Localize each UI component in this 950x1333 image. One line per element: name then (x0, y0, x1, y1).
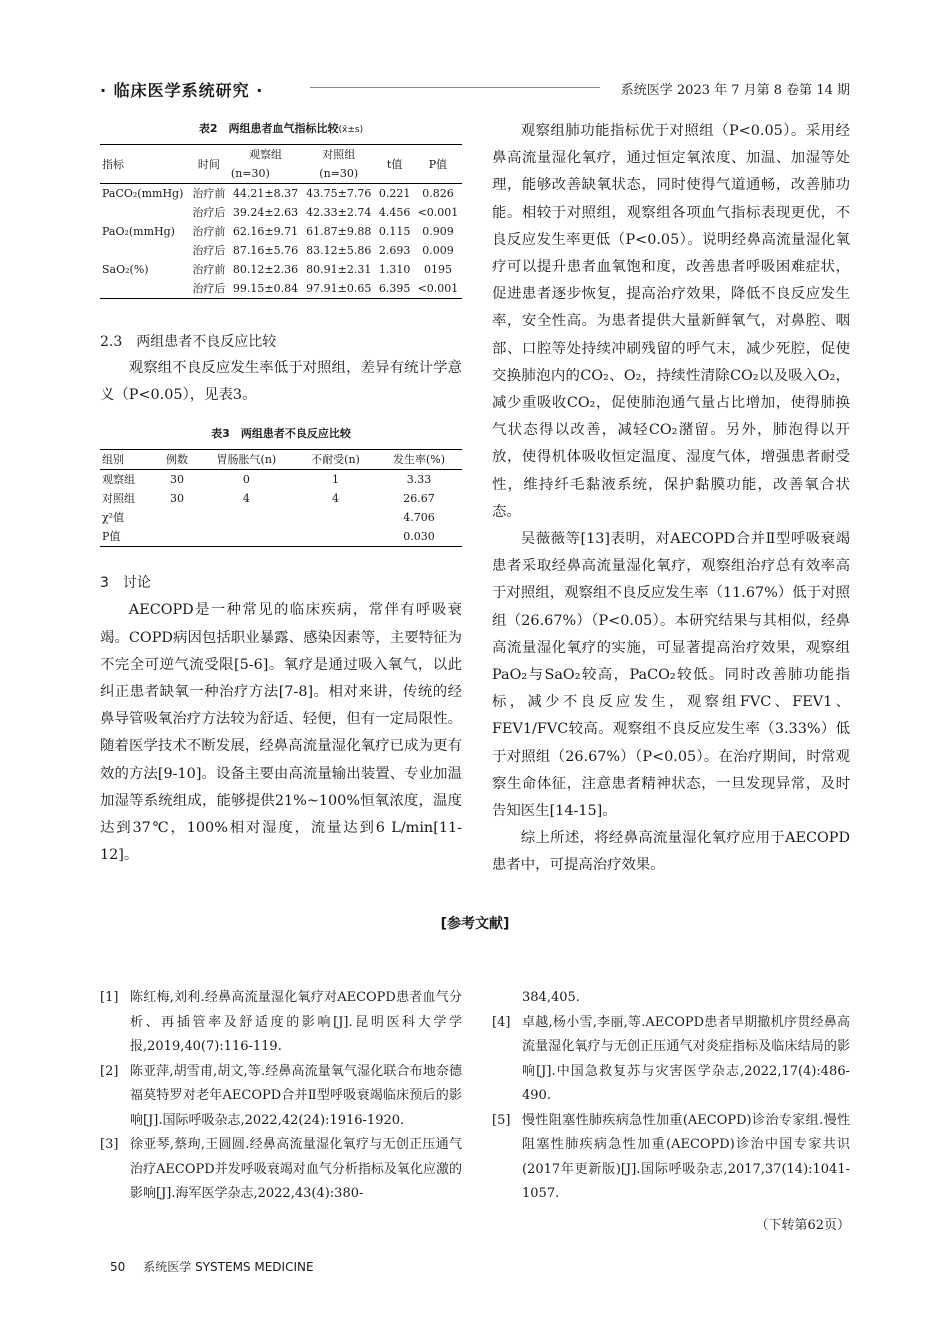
table-row (100, 508, 462, 527)
table-cell: 4 (242, 492, 250, 506)
table-row (100, 184, 462, 204)
table2-header: (n=30) (319, 167, 359, 180)
table-cell: 44.21±8.37 (232, 187, 299, 200)
table-cell (156, 508, 197, 527)
table-cell: 对照组 (102, 492, 135, 506)
table-cell: 治疗后 (192, 206, 226, 219)
table-cell (295, 527, 376, 547)
table-cell (198, 527, 295, 547)
table-cell: 4.706 (403, 511, 435, 525)
page-number: 50 (110, 1260, 126, 1274)
table2-header: 时间 (197, 157, 220, 171)
table-cell: 治疗后 (192, 244, 226, 257)
table3 (100, 449, 462, 547)
table-cell: 1.310 (378, 263, 411, 276)
table-cell (156, 527, 197, 547)
table-cell: 观察组 (102, 473, 135, 487)
table-cell: 0.826 (422, 187, 454, 200)
table-cell: 39.24±2.63 (232, 206, 299, 219)
table-cell: 0.909 (422, 225, 454, 238)
reference-text: 卓越,杨小雪,李丽,等.AECOPD患者早期撤机序贯经鼻高流量湿化氧疗与无创正压通气对炎症指标及临床结局的影响[J].中国急救复苏与灾害医学杂志,2022,17(4):486-490. (522, 1014, 850, 1103)
table2-header: 指标 (102, 157, 124, 171)
table-row (100, 203, 462, 222)
section-3-paragraph: AECOPD是一种常见的临床疾病，常伴有呼吸衰竭。COPD病因包括职业暴露、感染因素等，主要特征为不完全可逆气流受限[5-6]。氧疗是通过吸入氧气，以此纠正患者缺氧一种治疗方法[7-8]。相对来讲，传统的经鼻导管吸氧治疗方法较为舒适、轻便，但有一定局限性。随着医学技术不断发展，经鼻高流量湿化氧疗已成为更有效的方法[9-10]。设备主要由高流量输出装置、专业加温加湿等系统组成，能够提供21%~100%恒氧浓度，温度达到37℃，100%相对湿度，流量达到6 L/min[11-12]。 (100, 602, 462, 864)
table-cell (198, 508, 295, 527)
right-column (492, 118, 850, 880)
table-row (100, 470, 462, 490)
table-row (100, 489, 462, 508)
table-row (100, 241, 462, 260)
table-cell: 治疗后 (189, 279, 229, 299)
running-header-section: · 临床医学系统研究 · (100, 81, 264, 100)
table3-header: 不耐受(n) (311, 453, 360, 467)
reference-text: 384,405. (522, 990, 580, 1005)
table-cell (100, 241, 189, 260)
left-column (100, 118, 462, 869)
table-row (100, 279, 462, 299)
table2-header: 观察组 (249, 148, 283, 161)
table-cell: 30 (170, 492, 185, 506)
table-cell: 42.33±2.74 (306, 206, 372, 219)
table-cell: 6.395 (375, 279, 414, 299)
table3-body (100, 470, 462, 547)
table-row (100, 527, 462, 547)
table-cell: 2.693 (378, 244, 411, 257)
reference-item (100, 986, 462, 1060)
table-row (100, 222, 462, 241)
table-cell: 0.221 (378, 187, 411, 200)
table2-caption-text: 表2 两组患者血气指标比较 (198, 122, 339, 135)
discussion-paragraph-1: 观察组肺功能指标优于对照组（P<0.05）。采用经鼻高流量湿化氧疗，通过恒定氧浓度、加温、加湿等处理，能够改善缺氧状态，同时使得气道通畅，改善肺功能。相较于对照组，观察组各项血气指标表现更优，不良反应发生率更低（P<0.05）。说明经鼻高流量湿化氧疗可以提升患者血氧饱和度，改善患者呼吸困难症状，促进患者逐步恢复，提高治疗效果，降低不良反应发生率，安全性高。为患者提供大量新鲜氧气，对鼻腔、咽部、口腔等处持续冲刷残留的呼气末，减少死腔，促使交换肺泡内的CO₂、O₂，持续性清除CO₂以及吸入O₂，减少重吸收CO₂，促使肺泡通气量占比增加，使得肺换气状态得以改善，减轻CO₂潴留。另外，肺泡得以开放，使得机体吸收恒定温度、湿度气体，增强患者耐受性，维持纤毛黏液系统，保护黏膜功能，改善氧合状态。 (492, 123, 850, 520)
reference-item (492, 1109, 850, 1207)
table-cell: 0.009 (422, 244, 454, 257)
reference-text: 陈亚萍,胡雪甫,胡文,等.经鼻高流量氧气湿化联合布地奈德福莫特罗对老年AECOPD合并Ⅱ型呼吸衰竭临床预后的影响[J].国际呼吸杂志,2022,42(24):1916-1920. (130, 1063, 462, 1128)
footer-journal: 系统医学 SYSTEMS MEDICINE (143, 1260, 314, 1274)
table-cell: 0 (242, 473, 250, 487)
references-right (492, 986, 850, 1207)
conclusion-paragraph: 综上所述，将经鼻高流量湿化氧疗应用于AECOPD患者中，可提高治疗效果。 (492, 830, 850, 874)
table-cell: 26.67 (403, 492, 435, 506)
table-cell: 治疗前 (192, 263, 226, 276)
table2-header: (n=30) (230, 167, 270, 180)
reference-item (492, 1011, 850, 1109)
reference-item (100, 1060, 462, 1134)
table-row (100, 260, 462, 279)
table-cell: <0.001 (414, 279, 462, 299)
table2-body (100, 184, 462, 299)
table3-header: 组别 (102, 453, 124, 467)
table2-header: t值 (386, 157, 403, 171)
table-cell: 治疗前 (192, 225, 226, 238)
table-cell: <0.001 (417, 206, 459, 219)
table-cell: χ²值 (102, 511, 125, 525)
table3-header: 胃肠胀气(n) (216, 453, 277, 467)
table-cell: 30 (170, 473, 185, 487)
table3-caption: 表3 两组患者不良反应比较 (211, 427, 351, 441)
table-cell: 4 (332, 492, 339, 506)
table-cell: 0.115 (378, 225, 411, 238)
table2-caption (100, 120, 462, 136)
table-cell: 0195 (423, 263, 452, 276)
table2-header: 对照组 (322, 148, 356, 161)
reference-item (100, 1133, 462, 1207)
table-cell (100, 203, 189, 222)
table-cell: PaCO₂(mmHg) (102, 187, 184, 200)
table2-header: P值 (428, 157, 448, 171)
table-cell: 0.030 (376, 527, 462, 547)
table-cell: 3.33 (406, 473, 432, 487)
table-cell: PaO₂(mmHg) (102, 225, 175, 238)
running-header-journal: 系统医学 2023 年 7 月第 8 卷第 14 期 (620, 83, 850, 98)
table-cell: 43.75±7.76 (306, 187, 372, 200)
reference-number: [1] (100, 990, 119, 1005)
header-rule (310, 87, 600, 88)
table-cell (100, 279, 189, 299)
table2 (100, 144, 462, 299)
table-cell: 4.456 (378, 206, 411, 219)
table-cell: 1 (332, 473, 339, 487)
table-cell: 83.12±5.86 (306, 244, 372, 257)
table-cell: 97.91±0.65 (302, 279, 375, 299)
table-cell: SaO₂(%) (102, 263, 149, 276)
table3-header: 发生率(%) (392, 453, 446, 467)
page-footer (110, 1258, 314, 1275)
references-left (100, 986, 462, 1207)
table-cell: 80.91±2.31 (306, 263, 372, 276)
table-cell: 87.16±5.76 (232, 244, 299, 257)
reference-number: [5] (492, 1112, 511, 1128)
reference-text: 徐亚琴,蔡珣,王圆圆.经鼻高流量湿化氧疗与无创正压通气治疗AECOPD并发呼吸衰竭对血气分析指标及氧化应激的影响[J].海军医学杂志,2022,43(4):380- (130, 1137, 462, 1201)
table-cell: P值 (100, 527, 156, 547)
section-2-3-title: 2.3 两组患者不良反应比较 (100, 334, 277, 350)
table-cell (295, 508, 376, 527)
table-cell: 61.87±9.88 (306, 225, 372, 238)
continued-note: （下转第62页） (755, 1218, 850, 1233)
reference-continuation (492, 986, 850, 1011)
reference-text: 陈红梅,刘利.经鼻高流量湿化氧疗对AECOPD患者血气分析、再插管率及舒适度的影响[J].昆明医科大学学报,2019,40(7):116-119. (130, 990, 462, 1054)
section-3-title: 3 讨论 (100, 575, 151, 592)
table-cell: 治疗前 (192, 187, 226, 200)
table-cell: 99.15±0.84 (229, 279, 302, 299)
references-title: [参考文献] (440, 916, 510, 932)
table-cell: 62.16±9.71 (232, 225, 299, 238)
reference-number: [3] (100, 1137, 119, 1152)
reference-number: [2] (100, 1063, 119, 1079)
table2-caption-note: (x̄±s) (338, 125, 364, 135)
discussion-paragraph-2: 吴薇薇等[13]表明，对AECOPD合并Ⅱ型呼吸衰竭患者采取经鼻高流量湿化氧疗，观察组治疗总有效率高于对照组，观察组不良反应发生率（11.67%）低于对照组（26.67%）（P<0.05）。本研究结果与其相似，经鼻高流量湿化氧疗的实施，可显著提高治疗效果，观察组PaO₂与SaO₂较高，PaCO₂较低。同时改善肺功能指标，减少不良反应发生，观察组FVC、FEV1、FEV1/FVC较高。观察组不良反应发生率（3.33%）低于对照组（26.67%）（P<0.05）。在治疗期间，时常观察生命体征，注意患者精神状态，一旦发现异常，及时告知医生[14-15]。 (492, 531, 850, 820)
table3-header: 例数 (166, 453, 189, 467)
reference-number: [4] (492, 1014, 511, 1030)
reference-text: 慢性阻塞性肺疾病急性加重(AECOPD)诊治专家组.慢性阻塞性肺疾病急性加重(AECOPD)诊治中国专家共识(2017年更新版)[J].国际呼吸杂志,2017,37(14):1041-1057. (522, 1112, 850, 1201)
table-cell: 80.12±2.36 (232, 263, 299, 276)
section-2-3-paragraph: 观察组不良反应发生率低于对照组，差异有统计学意义（P<0.05），见表3。 (100, 360, 462, 404)
